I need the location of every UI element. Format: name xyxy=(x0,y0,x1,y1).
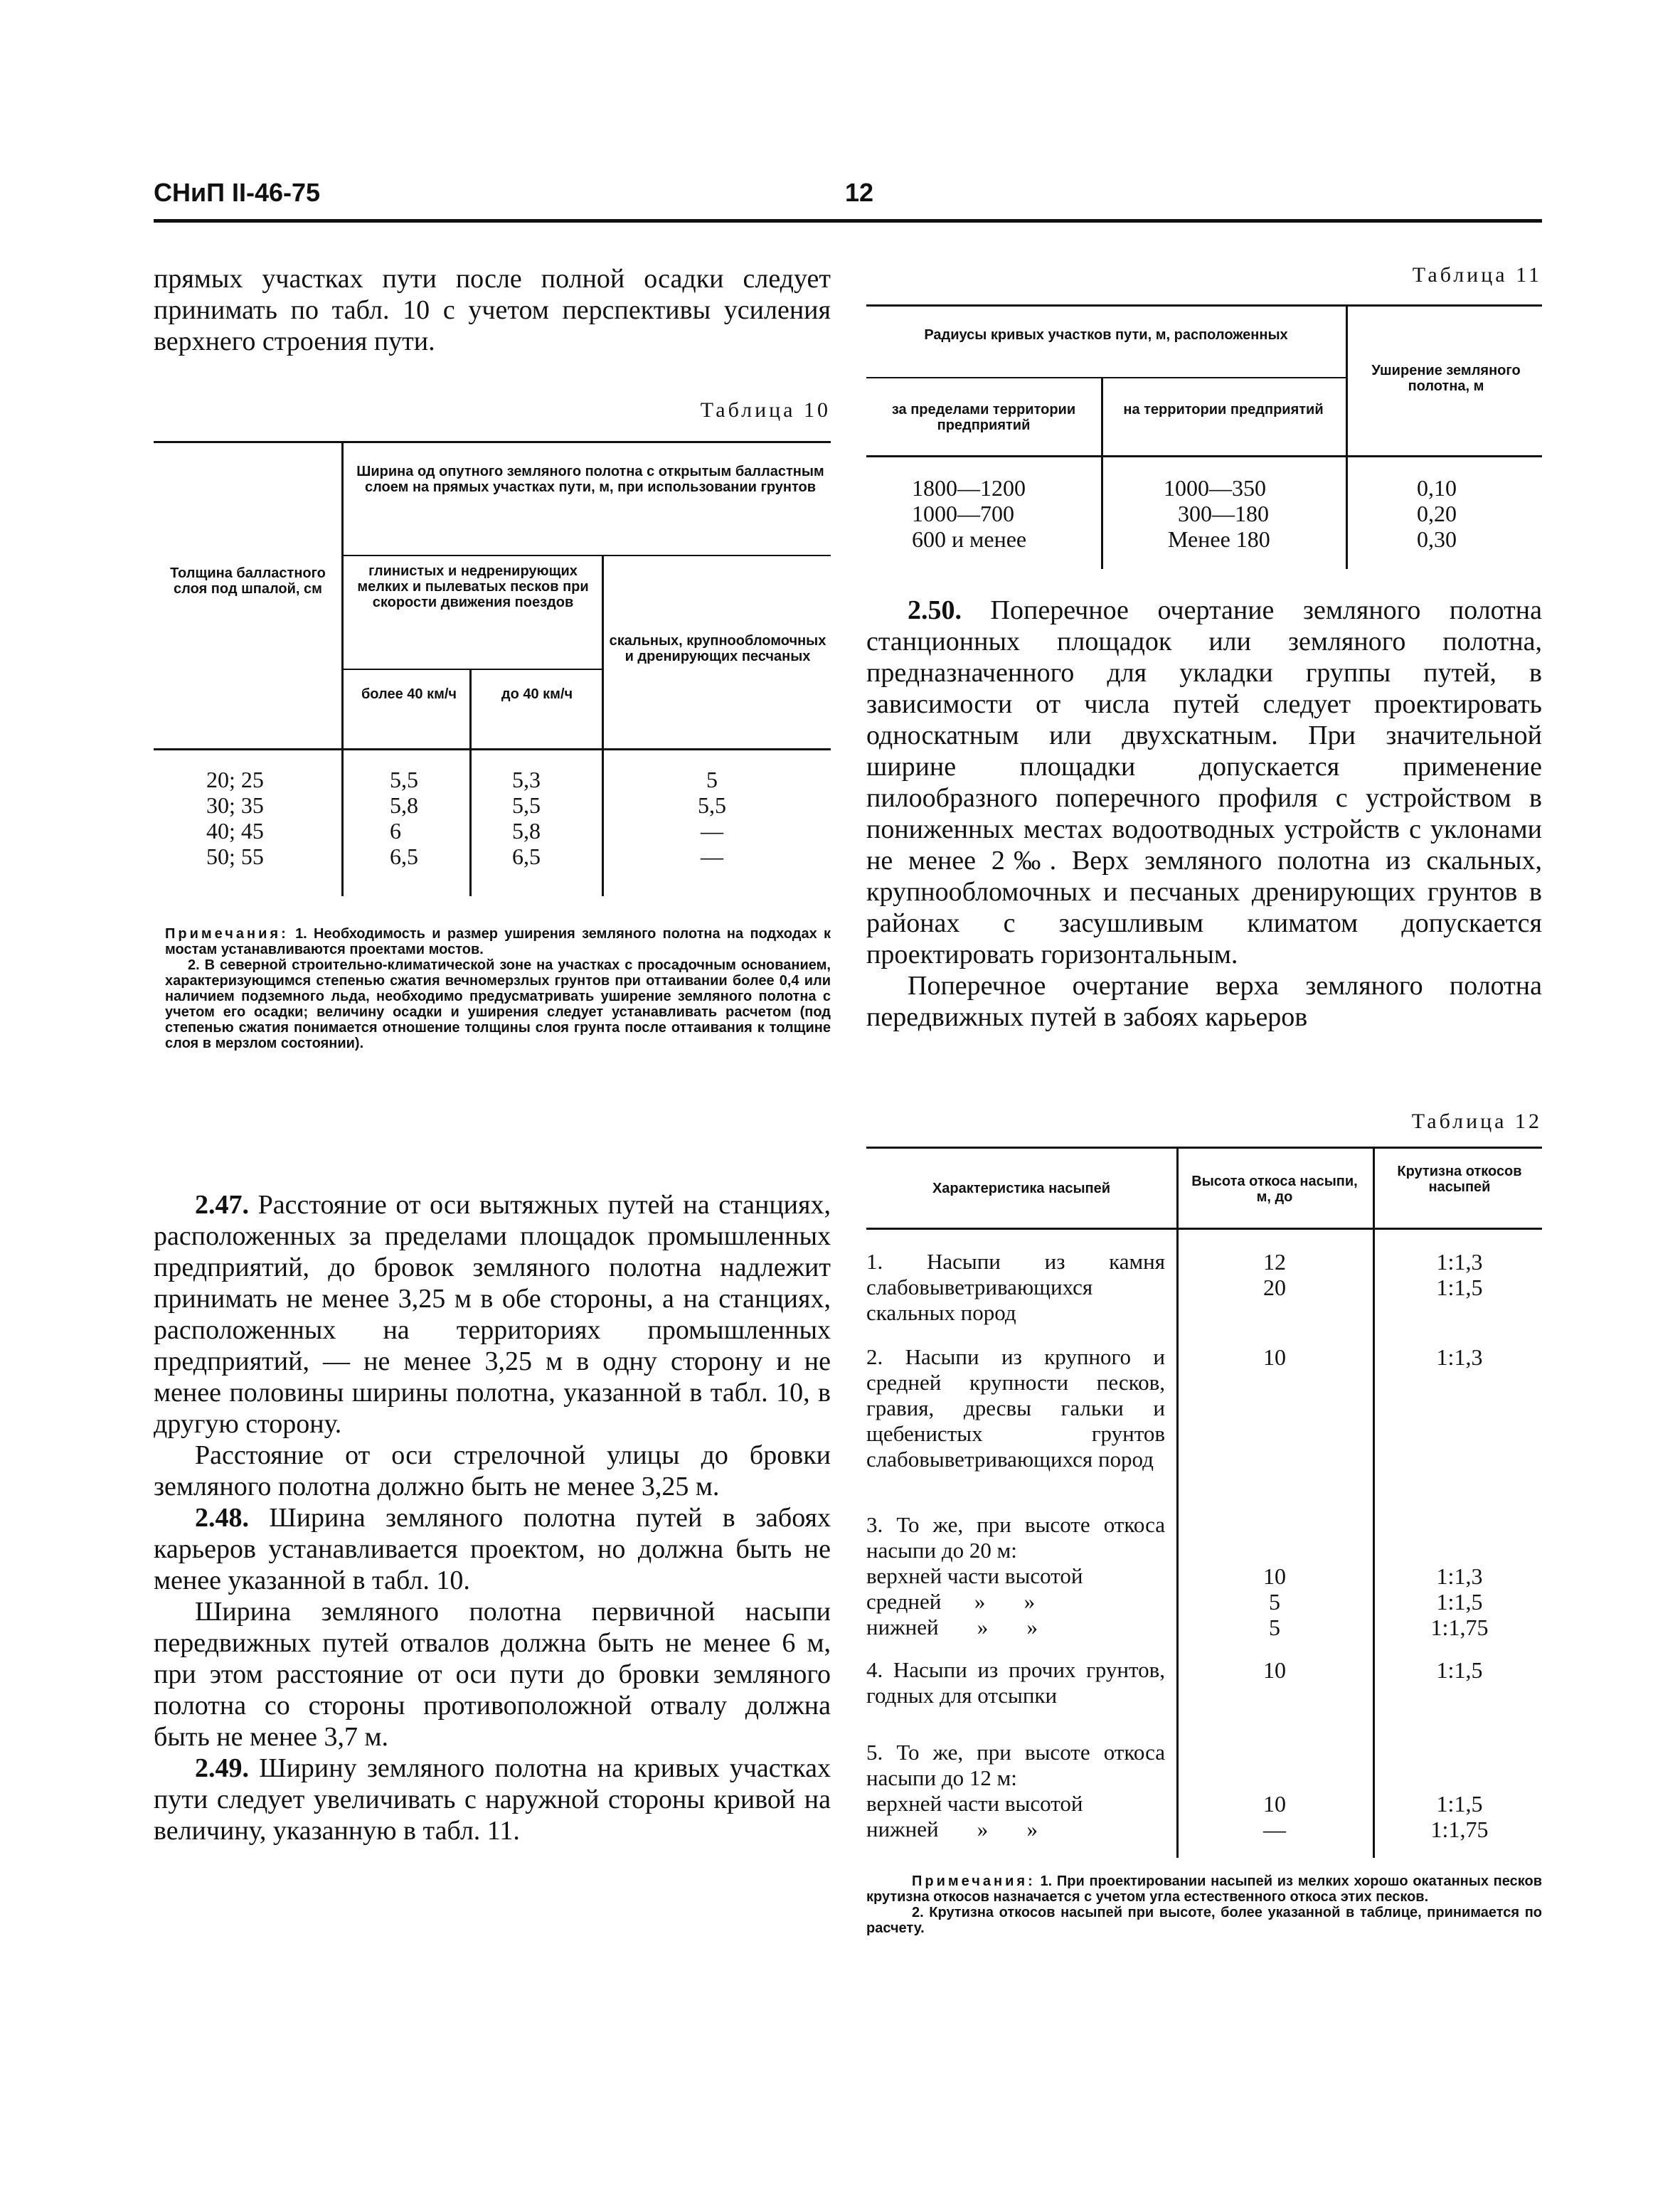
height-value: 10 xyxy=(1263,1563,1286,1589)
table10-cell-rock: — xyxy=(701,844,723,869)
table10-cell-thickness: 40; 45 xyxy=(206,818,264,844)
clause-text: Ширину земляного полотна на кривых участках пути следует увеличивать с наружной стороны кривой на величину, указанную в табл. 11. xyxy=(154,1753,831,1846)
table11-label: Таблица 11 xyxy=(1412,263,1542,287)
table12-row3-height xyxy=(1184,1563,1366,1640)
table10-col-clay: глинистых и недренирующих мелких и пылеватых песков при скорости движения поездов xyxy=(357,563,589,610)
table12-note-1 xyxy=(866,1873,1542,1905)
row-subline: нижней » » xyxy=(866,1615,1038,1639)
table10-col-group: Ширина од опутного земляного полотна с открытым балластным слоем на прямых участках пути, м, при использовании грунтов xyxy=(356,464,824,495)
intro-text: прямых участках пути после полной осадки следует принимать по табл. 10 с учетом перспективы усиления верхнего строения пути. xyxy=(154,264,831,356)
table11-cell-widen: 0,20 xyxy=(1417,501,1457,526)
table10-cell-to40: 6,5 xyxy=(512,844,541,869)
table11-cell-outside: 1000—700 xyxy=(912,501,1014,526)
table11-cell-widen: 0,10 xyxy=(1417,475,1457,501)
table10-top-rule xyxy=(154,441,831,443)
table10-col-thickness: Толщина балластного слоя под шпалой, см xyxy=(170,565,326,597)
table10-cell-more40: 5,5 xyxy=(390,767,418,792)
notes-title: Примечания: xyxy=(165,926,289,942)
table12-label: Таблица 12 xyxy=(1411,1110,1542,1133)
table10-note-2: 2. В северной строительно-климатической зоне на участках с просадочным основанием, характеризующимся степенью сжатия вечномерзлых грунтов при оттаивании более 0,4 или наличием подземного льда, необходимо предусматривать уширение земляного полотна с учетом его осадки; величину осадки и уширения следует устанавливать расчетом (под степенью сжатия понимается отношение толщины слоя грунта после оттаивания к толщине слоя в мерзлом состоянии). xyxy=(165,957,831,1051)
table11-cell-outside: 600 и менее xyxy=(912,526,1027,552)
table11-col-outside: за пределами территории предприятий xyxy=(891,402,1076,433)
intro-paragraph xyxy=(154,263,831,357)
paragraph-2-50 xyxy=(866,595,1542,970)
row-subline: верхней части высотой xyxy=(866,1791,1083,1816)
left-body xyxy=(154,1189,831,1846)
table12-col-char: Характеристика насыпей xyxy=(932,1181,1111,1196)
slope-value: 1:1,5 xyxy=(1436,1791,1483,1817)
clause-number: 2.47. xyxy=(195,1190,249,1220)
table11-cell-outside: 1800—1200 xyxy=(912,475,1026,501)
height-value: 5 xyxy=(1269,1589,1280,1615)
row-text: 3. То же, при высоте откоса насыпи до 20 м: xyxy=(866,1512,1165,1563)
table11-cell-inside: Менее 180 xyxy=(1168,526,1270,552)
clause-text: Поперечное очертание земляного полотна станционных площадок или земляного полотна, предназначенного для укладки группы путей, в зависимости от числа путей следует проектировать односкатным или двухскатным. При значительной ширине площадки допускается применение пилообразного поперечного профиля с устройством в пониженных местах водоотводных устройств с уклонами не менее 2‰. Верх земляного полотна из скальных, крупнообломочных и песчаных дренирующих грунтов в районах с засушливым климатом допускается проектировать горизонтальным. xyxy=(866,595,1542,969)
table12-row2-height: 10 xyxy=(1263,1344,1286,1370)
table12-row3-desc xyxy=(866,1512,1165,1640)
table12-row5-desc xyxy=(866,1740,1165,1842)
table10-rule-group xyxy=(341,555,831,556)
height-value: 10 xyxy=(1263,1791,1286,1817)
table10-cell-more40: 5,8 xyxy=(390,792,418,818)
table10-note-1 xyxy=(165,926,831,957)
slope-value: 1:1,75 xyxy=(1430,1817,1489,1842)
row-subline: средней » » xyxy=(866,1589,1036,1614)
table10-cell-thickness: 30; 35 xyxy=(206,792,264,818)
row-subline: нижней » » xyxy=(866,1817,1038,1841)
table11-cell-inside: 1000—350 xyxy=(1164,475,1266,501)
row-text: 2. Насыпи из крупного и средней крупности песков, гравия, дресвы гальки и щебенистых грунтов слабовыветривающихся пород xyxy=(866,1344,1165,1472)
height-value: — xyxy=(1263,1817,1286,1842)
table11-rule-group xyxy=(866,377,1346,378)
slope-value: 1:1,3 xyxy=(1436,1563,1483,1589)
table10-rule-speed xyxy=(341,669,602,670)
table12-top-rule xyxy=(866,1147,1542,1149)
paragraph-2-49 xyxy=(154,1753,831,1846)
clause-number: 2.49. xyxy=(195,1753,249,1783)
table12-row1-slope xyxy=(1380,1249,1539,1300)
table11-top-rule xyxy=(866,304,1542,307)
table10-notes xyxy=(165,926,831,1051)
slope-value: 1:1,5 xyxy=(1436,1275,1483,1300)
table10-vline-3 xyxy=(602,555,604,896)
table12-row1-desc xyxy=(866,1249,1165,1326)
table12-row5-height xyxy=(1184,1791,1366,1842)
table10-cell-rock: — xyxy=(701,818,723,844)
right-body xyxy=(866,595,1542,1033)
table12-col-slope: Крутизна откосов насыпей xyxy=(1397,1164,1522,1195)
slope-value: 1:1,75 xyxy=(1430,1615,1489,1640)
table10-cell-thickness: 20; 25 xyxy=(206,767,264,792)
table10-cell-to40: 5,3 xyxy=(512,767,541,792)
row-subline: верхней части высотой xyxy=(866,1563,1083,1588)
row-text: 1. Насыпи из камня слабовыветривающихся скальных пород xyxy=(866,1249,1165,1325)
table11-vline-1 xyxy=(1101,377,1103,569)
height-value: 5 xyxy=(1269,1615,1280,1640)
table12-row4-slope: 1:1,5 xyxy=(1436,1657,1483,1683)
table12-row1-height xyxy=(1184,1249,1366,1300)
paragraph-2-48b: Ширина земляного полотна первичной насыпи передвижных путей отвалов должна быть не менее 6 м, при этом расстояние от оси пути до бровки земляного полотна со стороны противоположной отвалу должна быть не менее 3,7 м. xyxy=(154,1597,831,1752)
table12-row4-height: 10 xyxy=(1263,1657,1286,1683)
note-text: 1. При проектировании насыпей из мелких хорошо окатанных песков крутизна откосов назначается с учетом угла естественного откоса этих песков. xyxy=(866,1873,1542,1905)
table10-cell-more40: 6,5 xyxy=(390,844,418,869)
table11-head-rule xyxy=(866,455,1542,457)
table12-row3-slope xyxy=(1380,1563,1539,1640)
table10-cell-rock: 5 xyxy=(706,767,718,792)
table10-cell-to40: 5,5 xyxy=(512,792,541,818)
table10-cell-thickness: 50; 55 xyxy=(206,844,264,869)
clause-text: Ширина земляного полотна путей в забоях карьеров устанавливается проектом, но должна быть не менее указанной в табл. 10. xyxy=(154,1503,831,1595)
table10-vline-2 xyxy=(469,669,472,896)
clause-number: 2.50. xyxy=(908,595,962,625)
height-value: 20 xyxy=(1263,1275,1286,1300)
table12-vline-1 xyxy=(1176,1147,1179,1858)
table12-vline-2 xyxy=(1373,1147,1375,1858)
table11-col-widen: Уширение земляного полотна, м xyxy=(1371,363,1521,394)
slope-value: 1:1,3 xyxy=(1436,1249,1483,1275)
table12-note-2: 2. Крутизна откосов насыпей при высоте, более указанной в таблице, принимается по расчету. xyxy=(866,1905,1542,1936)
clause-number: 2.48. xyxy=(195,1503,249,1533)
header-rule xyxy=(154,219,1542,223)
document-code: СНиП II-46-75 xyxy=(154,178,321,207)
table10-col-to40: до 40 км/ч xyxy=(501,686,573,702)
slope-value: 1:1,5 xyxy=(1436,1589,1483,1615)
table12-notes xyxy=(866,1873,1542,1936)
table10-col-rock: скальных, крупнообломочных и дренирующих песчаных xyxy=(609,633,826,664)
table12-row2-slope: 1:1,3 xyxy=(1436,1344,1483,1370)
paragraph-2-48 xyxy=(154,1502,831,1596)
table11-cell-inside: 300—180 xyxy=(1178,501,1269,526)
table10-col-more40: более 40 км/ч xyxy=(361,686,457,702)
table12-head-rule xyxy=(866,1228,1542,1230)
table10-label: Таблица 10 xyxy=(700,398,831,422)
table10-cell-rock: 5,5 xyxy=(698,792,726,818)
paragraph-2-47 xyxy=(154,1189,831,1440)
table11-cell-widen: 0,30 xyxy=(1417,526,1457,552)
table10-cell-to40: 5,8 xyxy=(512,818,541,844)
table12-row5-slope xyxy=(1380,1791,1539,1842)
table11-vline-2 xyxy=(1346,304,1348,569)
paragraph-2-50b: Поперечное очертание верха земляного полотна передвижных путей в забоях карьеров xyxy=(866,971,1542,1032)
table11-col-inside: на территории предприятий xyxy=(1123,402,1324,418)
table12-col-height: Высота откоса насыпи, м, до xyxy=(1191,1174,1358,1205)
paragraph-2-47b: Расстояние от оси стрелочной улицы до бровки земляного полотна должно быть не менее 3,25 м. xyxy=(154,1440,831,1501)
clause-text: Расстояние от оси вытяжных путей на станциях, расположенных за пределами площадок промышленных предприятий, до бровок земляного полотна надлежит принимать не менее 3,25 м в обе стороны, а на станциях, расположенных на территориях промышленных предприятий, — не менее 3,25 м в одну сторону и не менее половины ширины полотна, указанной в табл. 10, в другую сторону. xyxy=(154,1190,831,1439)
notes-title: Примечания: xyxy=(912,1873,1036,1889)
table12-row2-desc xyxy=(866,1344,1165,1472)
page-number: 12 xyxy=(845,178,874,207)
row-text: 5. То же, при высоте откоса насыпи до 12 м: xyxy=(866,1740,1165,1790)
row-text: 4. Насыпи из прочих грунтов, годных для отсыпки xyxy=(866,1657,1165,1708)
table10-head-rule xyxy=(154,748,831,750)
table11-col-group: Радиусы кривых участков пути, м, расположенных xyxy=(924,327,1288,343)
table12-row4-desc xyxy=(866,1657,1165,1708)
height-value: 12 xyxy=(1263,1249,1286,1275)
note-text: 1. Необходимость и размер уширения земляного полотна на подходах к мостам устанавливаются проектами мостов. xyxy=(165,926,831,957)
table10-cell-more40: 6 xyxy=(390,818,401,844)
